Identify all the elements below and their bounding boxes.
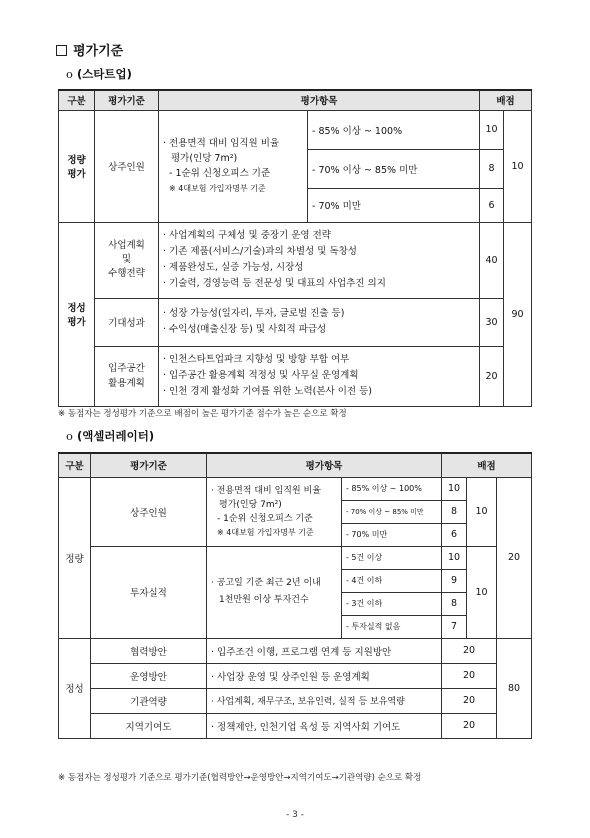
criterion-investment: 투자실적	[91, 546, 207, 638]
staff-description: · 전용면적 대비 임직원 비율 평가(인당 7m²) - 1순위 신청오피스 기준 ※ 4대보험 가입자명부 기준	[159, 110, 308, 222]
table-row	[59, 110, 532, 149]
criterion-staff: 상주인원	[91, 477, 207, 546]
checkbox-square-icon	[56, 45, 67, 56]
accelerator-heading: o (액셀러레이터)	[66, 429, 155, 443]
range-label: - 70% 미만	[342, 523, 442, 546]
table-header-row	[59, 90, 532, 110]
criterion-expected-outcome: 기대성과	[95, 298, 159, 346]
startup-criteria-table	[58, 89, 532, 407]
row-score: 20	[480, 346, 504, 406]
header-score: 배점	[442, 453, 532, 477]
table-row	[59, 688, 532, 713]
range-score: 6	[480, 188, 504, 222]
investment-subtotal: 10	[467, 546, 497, 638]
section-title: 평가기준	[56, 40, 123, 59]
row-score: 20	[442, 713, 497, 738]
table-row	[59, 713, 532, 738]
cooperation-item: · 입주조건 이행, 프로그램 연계 등 지원방안	[207, 638, 442, 663]
range-score: 10	[442, 477, 467, 500]
operation-item: · 사업장 운영 및 상주인원 등 운영계획	[207, 663, 442, 688]
row-score: 20	[442, 688, 497, 713]
table-row	[59, 663, 532, 688]
category-qual: 정성	[59, 638, 91, 738]
header-category: 구분	[59, 453, 91, 477]
staff-description: · 전용면적 대비 임직원 비율 평가(인당 7m²) - 1순위 신청오피스 기준 ※ 4대보험 가입자명부 기준	[207, 477, 342, 546]
staff-subtotal: 10	[467, 477, 497, 546]
business-plan-items: · 사업계획의 구체성 및 중장기 운영 전략 · 기존 제품(서비스/기술)과의 차별성 및 독창성 · 제품완성도, 실증 가능성, 시장성 · 기술력, 경영능력 등 전문성 및 대표의 사업추진 의지	[159, 222, 480, 298]
startup-tiebreak-note: ※ 동점자는 정성평가 기준으로 배점이 높은 평가기준 점수가 높은 순으로 확정	[58, 409, 347, 419]
criterion-operation: 운영방안	[91, 663, 207, 688]
range-label: - 85% 이상 ~ 100%	[308, 110, 480, 149]
table-header-row	[59, 453, 532, 477]
range-score: 8	[442, 500, 467, 523]
category-quant: 정량 평가	[59, 110, 95, 222]
range-label: - 5건 이상	[342, 546, 442, 569]
startup-heading: o (스타트업)	[66, 67, 132, 81]
quant-total: 10	[504, 110, 532, 222]
criterion-regional-contribution: 지역기여도	[91, 713, 207, 738]
header-items: 평가항목	[207, 453, 442, 477]
row-score: 20	[442, 638, 497, 663]
header-category: 구분	[59, 90, 95, 110]
table-row	[59, 346, 532, 406]
header-items: 평가항목	[159, 90, 480, 110]
criterion-capability: 기관역량	[91, 688, 207, 713]
expected-outcome-items: · 성장 가능성(일자리, 투자, 글로벌 진출 등) · 수익성(매출신장 등) 및 사회적 파급성	[159, 298, 480, 346]
header-criterion: 평가기준	[91, 453, 207, 477]
row-score: 30	[480, 298, 504, 346]
criterion-cooperation: 협력방안	[91, 638, 207, 663]
criterion-space-plan: 입주공간 활용계획	[95, 346, 159, 406]
range-score: 6	[442, 523, 467, 546]
range-label: - 70% 이상 ~ 85% 미만	[308, 149, 480, 188]
range-label: - 85% 이상 ~ 100%	[342, 477, 442, 500]
capability-item: · 사업계획, 재무구조, 보유인력, 실적 등 보유역량	[207, 688, 442, 713]
quant-total: 20	[497, 477, 532, 638]
range-label: - 4건 이하	[342, 569, 442, 592]
header-criterion: 평가기준	[95, 90, 159, 110]
range-score: 10	[480, 110, 504, 149]
table-row	[59, 638, 532, 663]
page-number: - 3 -	[286, 810, 304, 820]
space-plan-items: · 인천스타트업파크 지향성 및 방향 부합 여부 · 입주공간 활용계획 적정성 및 사무실 운영계획 · 인천 경제 활성화 기여를 위한 노력(본사 이전 등)	[159, 346, 480, 406]
range-label: - 투자실적 없음	[342, 615, 442, 638]
accelerator-criteria-table	[58, 452, 532, 739]
table-row	[59, 222, 532, 298]
regional-contribution-item: · 정책제안, 인천기업 육성 등 지역사회 기여도	[207, 713, 442, 738]
range-score: 9	[442, 569, 467, 592]
range-score: 10	[442, 546, 467, 569]
table-row	[59, 546, 532, 569]
range-label: - 70% 이상 ~ 85% 미만	[342, 500, 442, 523]
qual-total: 90	[504, 222, 532, 406]
row-score: 20	[442, 663, 497, 688]
table-row	[59, 298, 532, 346]
range-score: 8	[442, 592, 467, 615]
row-score: 40	[480, 222, 504, 298]
range-score: 8	[480, 149, 504, 188]
accelerator-tiebreak-note: ※ 동점자는 정성평가 기준으로 평가기준(협력방안→운영방안→지역기여도→기관역량) 순으로 확정	[58, 773, 422, 783]
investment-description: · 공고일 기준 최근 2년 이내 1천만원 이상 투자건수	[207, 546, 342, 638]
criterion-business-plan: 사업계획 및 수행전략	[95, 222, 159, 298]
header-score: 배점	[480, 90, 532, 110]
range-label: - 3건 이하	[342, 592, 442, 615]
range-score: 7	[442, 615, 467, 638]
range-label: - 70% 미만	[308, 188, 480, 222]
criterion-staff: 상주인원	[95, 110, 159, 222]
qual-total: 80	[497, 638, 532, 738]
category-quant: 정량	[59, 477, 91, 638]
table-row	[59, 477, 532, 500]
category-qual: 정성 평가	[59, 222, 95, 406]
